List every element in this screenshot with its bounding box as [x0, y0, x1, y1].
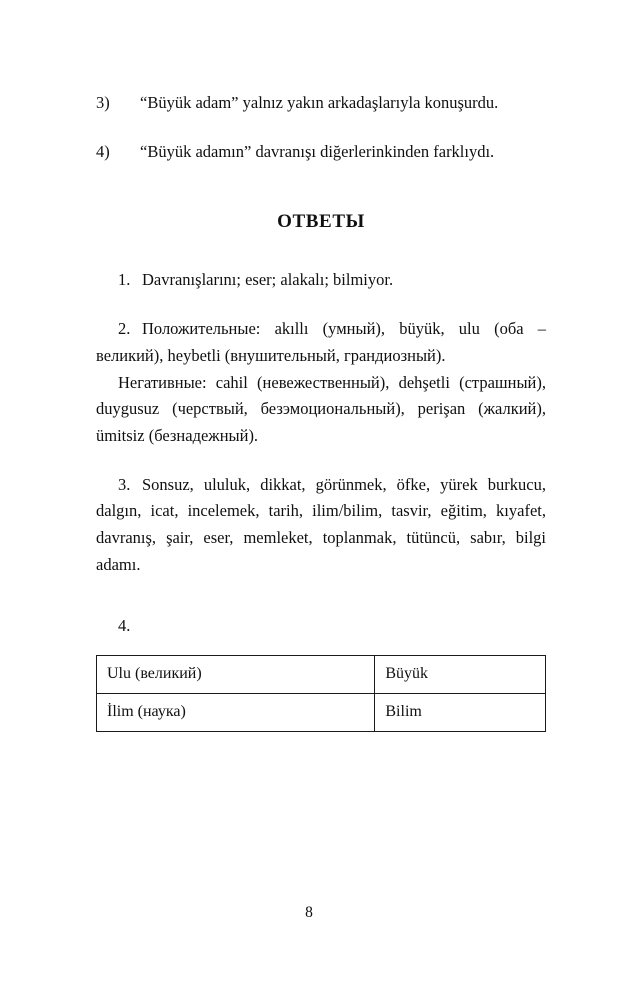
answer-text: Davranışlarını; eser; alakalı; bilmiyor.: [142, 270, 394, 290]
answers-heading: ОТВЕТЫ: [277, 211, 365, 233]
table-row: [97, 656, 546, 694]
answer-marker: 3.: [118, 474, 131, 494]
table-row: [97, 693, 546, 731]
answer-item-3: [96, 472, 546, 579]
answer-table: [96, 655, 546, 731]
exercise-item-4: [96, 139, 546, 166]
answer-text: Sonsuz, ululuk, dikkat, görünmek, öfke, yürek burkucu, dalgın, icat, incelemek, tarih, ilim/bilim, tasvir, eğitim, kıyafet, davranış, şair, eser, memleket, toplanmak, tütüncü, sabır, bilgi adamı.: [96, 474, 546, 574]
table-cell-right: Bilim: [375, 693, 546, 731]
answer-continuation: Негативные: cahil (невежественный), dehşetli (страшный), duygusuz (черствый, безэмоциональный), perişan (жалкий), ümitsiz (безнадежный).: [96, 372, 546, 446]
answer-item-1: [96, 267, 546, 294]
table-cell-left: İlim (наука): [97, 693, 375, 731]
table-cell-left: Ulu (великий): [97, 656, 375, 694]
exercise-text: “Büyük adam” yalnız yakın arkadaşlarıyla konuşurdu.: [140, 93, 499, 112]
answer-marker: 2.: [118, 319, 131, 339]
answer-item-2: [96, 316, 546, 450]
exercise-item-3: [96, 90, 546, 117]
page-number: 8: [305, 904, 313, 921]
exercise-marker: 3): [96, 93, 110, 112]
answer-paragraph: [96, 316, 546, 369]
exercise-marker: 4): [96, 141, 110, 161]
answer-item-4-marker: 4.: [118, 615, 131, 635]
exercise-text: “Büyük adamın” davranışı diğerlerinkinden farklıydı.: [140, 141, 495, 161]
answer-text: Положительные: akıllı (умный), büyük, ulu (оба – великий), heybetli (внушительный, грандиозный).: [96, 319, 546, 365]
answer-marker: 1.: [118, 270, 131, 290]
table-cell-right: Büyük: [375, 656, 546, 694]
